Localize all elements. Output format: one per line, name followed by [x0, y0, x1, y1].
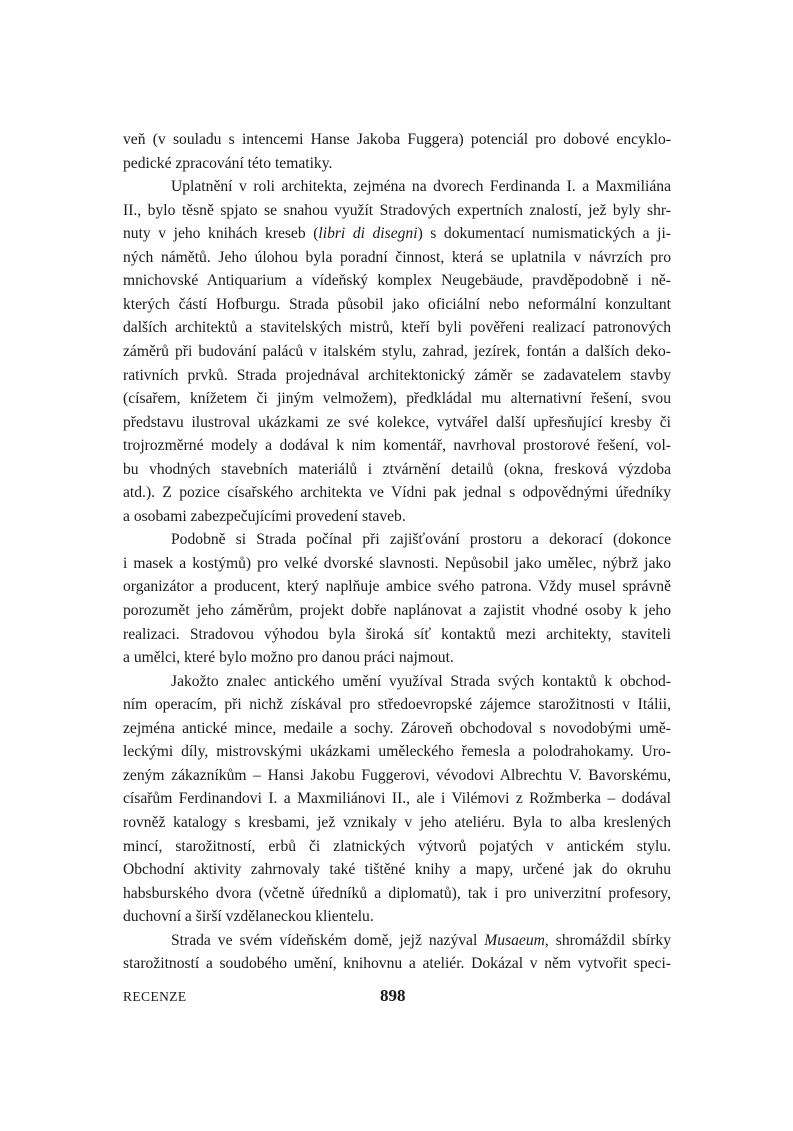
text-segment: nuty v jeho knihách kreseb (	[123, 225, 319, 243]
text-line: Podobně si Strada počínal při zajišťování prostoru a dekorací (dokonce	[171, 531, 671, 549]
text-line: starožitností a soudobého umění, knihovnu a ateliér. Dokázal v něm vytvořit speci-	[123, 955, 671, 973]
italic-text: Musaeum	[484, 931, 545, 949]
text-line: a osobami zabezpečujícími provedení staveb.	[123, 507, 406, 525]
text-segment: ) s dokumentací numismatických a ji-	[417, 225, 671, 243]
text-line: mincí, starožitností, erbů či zlatnických výtvorů pojatých v antickém stylu.	[123, 837, 671, 855]
text-segment: , shromáždil sbírky	[544, 931, 672, 949]
text-line: Obchodní aktivity zahrnovaly také tištěné knihy a mapy, určené jak do okruhu	[123, 861, 671, 879]
text-line: pedické zpracování této tematiky.	[123, 154, 333, 172]
text-line: II., bylo těsně spjato se snahou využít Stradových expertních znalostí, jež byly shr-	[123, 201, 671, 219]
text-line: bu vhodných stavebních materiálů i ztvárnění detailů (okna, fresková výzdoba	[123, 460, 671, 478]
text-line: leckými díly, mistrovskými ukázkami uměleckého řemesla a polodrahokamy. Uro-	[123, 743, 671, 761]
text-line: Uplatnění v roli architekta, zejména na dvorech Ferdinanda I. a Maxmiliána	[171, 178, 671, 196]
text-line: mnichovské Antiquarium a vídeňský komplex Neugebäude, pravděpodobně i ně-	[123, 272, 671, 290]
text-line: rovněž katalogy s kresbami, jež vznikaly v jeho ateliéru. Byla to alba kreslených	[123, 813, 671, 831]
text-line: zejména antické mince, medaile a sochy. Zároveň obchodoval s novodobými umě-	[123, 719, 671, 737]
page-number: 898	[380, 986, 406, 1005]
text-line: atd.). Z pozice císařského architekta ve Vídni pak jednal s odpovědnými úředníky	[123, 484, 671, 502]
text-line: duchovní a širší vzdělaneckou klientelu.	[123, 908, 374, 926]
text-line: organizátor a producent, který naplňuje ambice svého patrona. Vždy musel správně	[123, 578, 671, 596]
text-line: Jakožto znalec antického umění využíval Strada svých kontaktů k obchod-	[171, 672, 671, 690]
text-line: veň (v souladu s intencemi Hanse Jakoba Fuggera) potenciál pro dobové encyklo-	[123, 131, 671, 148]
text-line: a umělci, které bylo možno pro danou práci najmout.	[123, 649, 454, 667]
italic-text: libri di disegni	[318, 225, 418, 243]
text-line: ných námětů. Jeho úlohou byla poradní činnost, která se uplatnila v návrzích pro	[123, 248, 671, 266]
text-line: císařům Ferdinandovi I. a Maxmiliánovi II., ale i Vilémovi z Rožmberka – dodával	[123, 790, 671, 808]
text-line: představu ilustroval ukázkami ze své kolekce, vytvářel další upřesňující kresby či	[123, 413, 671, 431]
text-line: habsburského dvora (včetně úředníků a diplomatů), tak i pro univerzitní profesory,	[123, 884, 671, 902]
text-line: trojrozměrné modely a dodával k nim komentář, navrhoval prostorové řešení, vol-	[123, 437, 671, 455]
text-line: porozumět jeho záměrům, projekt dobře naplánovat a zajistit vhodné osoby k jeho	[123, 602, 671, 619]
text-line: i masek a kostýmů) pro velké dvorské slavnosti. Nepůsobil jako umělec, nýbrž jako	[123, 554, 671, 572]
text-line: ním operacím, při nichž získával pro středoevropské zájemce starožitnosti v Itálii,	[123, 696, 671, 714]
text-line: realizaci. Stradovou výhodou byla široká síť kontaktů mezi architekty, staviteli	[123, 625, 671, 643]
text-line	[123, 222, 671, 245]
text-line: dalších architektů a stavitelských mistrů, kteří byli pověřeni realizací patronových	[123, 319, 671, 337]
text-line: rativních prvků. Strada projednával architektonický záměr se zadavatelem stavby	[123, 366, 671, 384]
text-segment: Strada ve svém vídeňském domě, jejž nazýval	[171, 931, 485, 949]
text-line	[171, 929, 671, 952]
text-line: záměrů při budování paláců v italském stylu, zahrad, jezírek, fontán a dalších deko-	[123, 342, 671, 360]
text-line: (císařem, knížetem či jiným velmožem), předkládal mu alternativní řešení, svou	[123, 390, 671, 408]
text-line: zeným zákazníkům – Hansi Jakobu Fuggerovi, vévodovi Albrechtu V. Bavorskému,	[123, 766, 671, 784]
running-footer-label: RECENZE	[123, 989, 187, 1004]
text-line: kterých částí Hofburgu. Strada působil jako oficiální nebo neformální konzultant	[123, 295, 671, 313]
